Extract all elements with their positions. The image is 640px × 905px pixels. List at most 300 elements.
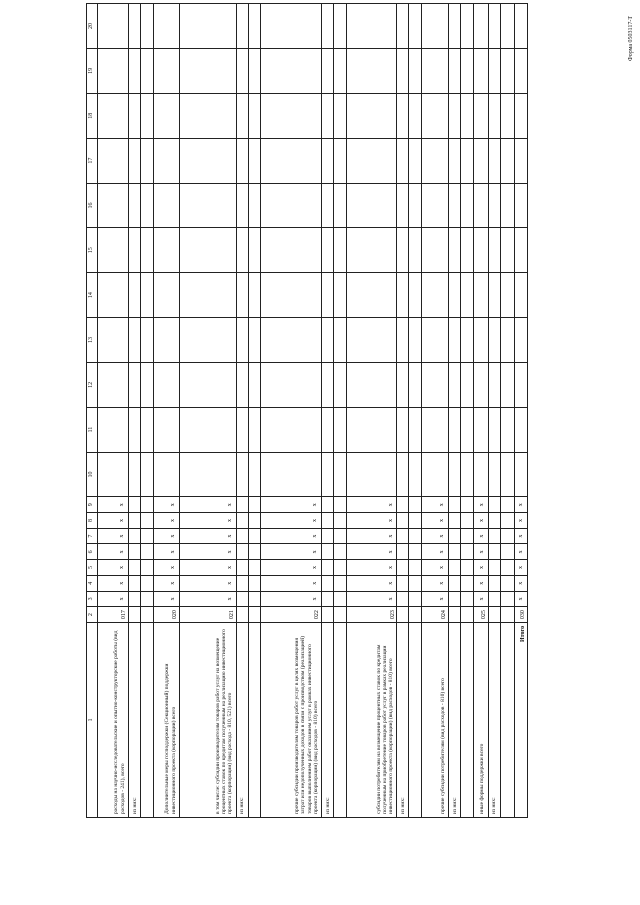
empty-cell — [488, 4, 500, 49]
row-code: 022 — [261, 607, 322, 623]
empty-cell — [334, 48, 347, 93]
empty-cell — [322, 318, 334, 363]
empty-cell — [500, 528, 515, 544]
table-row — [179, 4, 236, 818]
row-name: из них: — [397, 622, 409, 817]
empty-cell — [473, 4, 488, 49]
cross-mark: x — [179, 544, 236, 560]
empty-cell — [409, 138, 422, 183]
empty-cell — [141, 273, 154, 318]
empty-cell — [129, 228, 141, 273]
empty-cell — [461, 544, 474, 560]
empty-cell — [500, 138, 515, 183]
empty-cell — [461, 138, 474, 183]
empty-cell — [397, 183, 409, 228]
empty-cell — [461, 497, 474, 513]
empty-cell — [141, 228, 154, 273]
empty-cell — [322, 93, 334, 138]
cross-mark: x — [346, 513, 397, 529]
empty-cell — [515, 228, 528, 273]
empty-cell — [461, 318, 474, 363]
row-code: 020 — [153, 607, 179, 623]
empty-cell — [515, 318, 528, 363]
empty-cell — [397, 318, 409, 363]
empty-cell — [409, 575, 422, 591]
empty-cell — [397, 4, 409, 49]
empty-cell — [449, 4, 461, 49]
empty-cell — [473, 183, 488, 228]
empty-cell — [488, 318, 500, 363]
empty-cell — [179, 452, 236, 497]
empty-cell — [397, 528, 409, 544]
empty-cell — [515, 4, 528, 49]
empty-cell — [261, 138, 322, 183]
cross-mark: x — [515, 497, 528, 513]
empty-cell — [449, 452, 461, 497]
empty-cell — [461, 452, 474, 497]
empty-cell — [461, 575, 474, 591]
empty-cell — [334, 4, 347, 49]
empty-cell — [236, 93, 248, 138]
cross-mark: x — [473, 575, 488, 591]
empty-cell — [515, 183, 528, 228]
empty-cell — [397, 93, 409, 138]
empty-cell — [449, 575, 461, 591]
empty-cell — [179, 48, 236, 93]
row-code — [409, 607, 422, 623]
cross-mark: x — [515, 591, 528, 607]
empty-cell — [421, 138, 448, 183]
empty-cell — [236, 273, 248, 318]
cross-mark: x — [97, 497, 129, 513]
empty-cell — [322, 48, 334, 93]
empty-cell — [346, 48, 397, 93]
cross-mark: x — [473, 513, 488, 529]
cross-mark: x — [346, 591, 397, 607]
empty-cell — [449, 228, 461, 273]
cross-mark: x — [153, 575, 179, 591]
cross-mark: x — [473, 591, 488, 607]
empty-cell — [421, 362, 448, 407]
cross-mark: x — [153, 544, 179, 560]
table-row — [322, 4, 334, 818]
empty-cell — [421, 273, 448, 318]
empty-cell — [461, 528, 474, 544]
empty-cell — [248, 528, 261, 544]
row-name: из них: — [488, 622, 500, 817]
row-name: из них: — [236, 622, 248, 817]
cross-mark: x — [97, 575, 129, 591]
cross-mark: x — [179, 591, 236, 607]
row-code — [449, 607, 461, 623]
empty-cell — [141, 93, 154, 138]
row-code — [322, 607, 334, 623]
empty-cell — [248, 591, 261, 607]
empty-cell — [248, 318, 261, 363]
empty-cell — [322, 513, 334, 529]
empty-cell — [421, 183, 448, 228]
empty-cell — [322, 183, 334, 228]
empty-cell — [461, 48, 474, 93]
cross-mark: x — [515, 528, 528, 544]
row-name — [334, 622, 347, 817]
empty-cell — [449, 93, 461, 138]
empty-cell — [461, 560, 474, 576]
cross-mark: x — [153, 497, 179, 513]
empty-cell — [488, 228, 500, 273]
empty-cell — [141, 544, 154, 560]
empty-cell — [261, 48, 322, 93]
empty-cell — [397, 452, 409, 497]
empty-cell — [397, 591, 409, 607]
empty-cell — [473, 48, 488, 93]
empty-cell — [500, 48, 515, 93]
table-row — [449, 4, 461, 818]
empty-cell — [141, 362, 154, 407]
empty-cell — [473, 318, 488, 363]
empty-cell — [488, 560, 500, 576]
empty-cell — [515, 273, 528, 318]
empty-cell — [97, 318, 129, 363]
cross-mark: x — [97, 560, 129, 576]
empty-cell — [473, 93, 488, 138]
table-row — [461, 4, 474, 818]
empty-cell — [500, 497, 515, 513]
cross-mark: x — [261, 560, 322, 576]
empty-cell — [248, 48, 261, 93]
empty-cell — [97, 183, 129, 228]
empty-cell — [153, 138, 179, 183]
empty-cell — [500, 452, 515, 497]
cross-mark: x — [97, 513, 129, 529]
cross-mark: x — [515, 544, 528, 560]
empty-cell — [261, 228, 322, 273]
empty-cell — [129, 544, 141, 560]
empty-cell — [449, 497, 461, 513]
empty-cell — [97, 93, 129, 138]
table-row — [473, 4, 488, 818]
empty-cell — [409, 407, 422, 452]
empty-cell — [409, 544, 422, 560]
empty-cell — [322, 591, 334, 607]
cross-mark: x — [473, 560, 488, 576]
empty-cell — [397, 362, 409, 407]
cross-mark: x — [346, 560, 397, 576]
empty-cell — [500, 591, 515, 607]
empty-cell — [248, 183, 261, 228]
report-table — [86, 3, 528, 818]
empty-cell — [141, 513, 154, 529]
empty-cell — [322, 362, 334, 407]
empty-cell — [449, 544, 461, 560]
empty-cell — [322, 497, 334, 513]
empty-cell — [515, 452, 528, 497]
empty-cell — [409, 48, 422, 93]
empty-cell — [129, 318, 141, 363]
empty-cell — [421, 4, 448, 49]
empty-cell — [500, 4, 515, 49]
empty-cell — [141, 497, 154, 513]
table-row — [334, 4, 347, 818]
empty-cell — [334, 183, 347, 228]
empty-cell — [409, 452, 422, 497]
empty-cell — [334, 497, 347, 513]
empty-cell — [500, 575, 515, 591]
empty-cell — [179, 362, 236, 407]
empty-cell — [322, 407, 334, 452]
empty-cell — [236, 228, 248, 273]
empty-cell — [97, 48, 129, 93]
empty-cell — [129, 528, 141, 544]
empty-cell — [248, 228, 261, 273]
empty-cell — [236, 513, 248, 529]
empty-cell — [488, 362, 500, 407]
table-row — [153, 4, 179, 818]
cross-mark: x — [261, 497, 322, 513]
empty-cell — [129, 273, 141, 318]
empty-cell — [97, 4, 129, 49]
empty-cell — [409, 273, 422, 318]
cross-mark: x — [153, 528, 179, 544]
empty-cell — [248, 513, 261, 529]
empty-cell — [473, 138, 488, 183]
empty-cell — [449, 560, 461, 576]
empty-cell — [236, 407, 248, 452]
empty-cell — [141, 138, 154, 183]
empty-cell — [141, 318, 154, 363]
empty-cell — [397, 560, 409, 576]
empty-cell — [322, 544, 334, 560]
empty-cell — [449, 183, 461, 228]
column-number: 9 — [87, 497, 98, 513]
empty-cell — [129, 93, 141, 138]
empty-cell — [449, 591, 461, 607]
empty-cell — [334, 528, 347, 544]
empty-cell — [129, 138, 141, 183]
row-name — [141, 622, 154, 817]
empty-cell — [322, 273, 334, 318]
row-code: 030 — [515, 607, 528, 623]
empty-cell — [515, 48, 528, 93]
empty-cell — [179, 273, 236, 318]
empty-cell — [248, 273, 261, 318]
empty-cell — [500, 228, 515, 273]
total-row — [515, 4, 528, 818]
row-code — [500, 607, 515, 623]
row-code — [129, 607, 141, 623]
empty-cell — [397, 497, 409, 513]
empty-cell — [236, 528, 248, 544]
empty-cell — [346, 273, 397, 318]
empty-cell — [248, 452, 261, 497]
empty-cell — [153, 273, 179, 318]
row-code: 025 — [473, 607, 488, 623]
cross-mark: x — [473, 544, 488, 560]
column-number: 15 — [87, 228, 98, 273]
empty-cell — [515, 93, 528, 138]
cross-mark: x — [261, 528, 322, 544]
empty-cell — [334, 407, 347, 452]
empty-cell — [153, 228, 179, 273]
empty-cell — [153, 452, 179, 497]
empty-cell — [500, 362, 515, 407]
empty-cell — [500, 407, 515, 452]
empty-cell — [248, 560, 261, 576]
empty-cell — [461, 273, 474, 318]
empty-cell — [488, 544, 500, 560]
empty-cell — [261, 4, 322, 49]
row-code — [141, 607, 154, 623]
empty-cell — [141, 528, 154, 544]
column-number: 12 — [87, 362, 98, 407]
empty-cell — [397, 513, 409, 529]
empty-cell — [322, 4, 334, 49]
empty-cell — [322, 452, 334, 497]
empty-cell — [97, 407, 129, 452]
row-name: из них: — [129, 622, 141, 817]
cross-mark: x — [153, 591, 179, 607]
cross-mark: x — [421, 513, 448, 529]
column-number: 5 — [87, 560, 98, 576]
empty-cell — [461, 183, 474, 228]
empty-cell — [488, 497, 500, 513]
empty-cell — [346, 93, 397, 138]
empty-cell — [334, 138, 347, 183]
empty-cell — [346, 183, 397, 228]
table-row — [488, 4, 500, 818]
column-number: 10 — [87, 452, 98, 497]
cross-mark: x — [153, 560, 179, 576]
empty-cell — [179, 407, 236, 452]
empty-cell — [248, 497, 261, 513]
cross-mark: x — [261, 513, 322, 529]
empty-cell — [409, 513, 422, 529]
empty-cell — [461, 93, 474, 138]
empty-cell — [515, 362, 528, 407]
empty-cell — [488, 138, 500, 183]
column-number: 18 — [87, 93, 98, 138]
empty-cell — [248, 407, 261, 452]
empty-cell — [488, 591, 500, 607]
empty-cell — [488, 513, 500, 529]
empty-cell — [488, 528, 500, 544]
empty-cell — [236, 4, 248, 49]
empty-cell — [236, 497, 248, 513]
empty-cell — [261, 273, 322, 318]
column-number: 1 — [87, 622, 98, 817]
table-row — [97, 4, 129, 818]
table-row — [397, 4, 409, 818]
empty-cell — [153, 183, 179, 228]
row-name: субсидии потребителям на возмещение процентных ставок по кредитам полученным на приобретение товаров работ услуг в рамках реализации инвестиционного проекта (корпорации) (вид расходов - 810) всего — [346, 622, 397, 817]
cross-mark: x — [421, 544, 448, 560]
empty-cell — [236, 560, 248, 576]
cross-mark: x — [179, 528, 236, 544]
empty-cell — [397, 138, 409, 183]
row-code — [334, 607, 347, 623]
empty-cell — [473, 362, 488, 407]
row-name: в том числе: субсидии производителям товаров работ услуг на возмещение процентных ставок по кредитам полученным на реализацию инвестиционного проекта (корпорации) (вид расхода - 810, 521) всего — [179, 622, 236, 817]
table-row — [248, 4, 261, 818]
row-code: 023 — [346, 607, 397, 623]
empty-cell — [421, 452, 448, 497]
empty-cell — [97, 362, 129, 407]
cross-mark: x — [421, 591, 448, 607]
row-name — [461, 622, 474, 817]
empty-cell — [236, 48, 248, 93]
cross-mark: x — [473, 528, 488, 544]
empty-cell — [449, 48, 461, 93]
cross-mark: x — [261, 544, 322, 560]
empty-cell — [488, 273, 500, 318]
empty-cell — [97, 452, 129, 497]
empty-cell — [515, 138, 528, 183]
empty-cell — [461, 228, 474, 273]
empty-cell — [236, 544, 248, 560]
column-number: 7 — [87, 528, 98, 544]
empty-cell — [488, 93, 500, 138]
empty-cell — [449, 513, 461, 529]
cross-mark: x — [346, 544, 397, 560]
empty-cell — [488, 183, 500, 228]
empty-cell — [409, 228, 422, 273]
empty-cell — [461, 407, 474, 452]
empty-cell — [261, 362, 322, 407]
empty-cell — [334, 318, 347, 363]
empty-cell — [141, 183, 154, 228]
row-name: из них: — [322, 622, 334, 817]
empty-cell — [346, 362, 397, 407]
row-code — [248, 607, 261, 623]
table-row — [500, 4, 515, 818]
empty-cell — [179, 228, 236, 273]
empty-cell — [141, 48, 154, 93]
row-name: Дополнительные меры господдержки (Секционный) поддержки инвестиционного проекта (корпорации) всего — [153, 622, 179, 817]
cross-mark: x — [97, 528, 129, 544]
row-code: 017 — [97, 607, 129, 623]
empty-cell — [129, 513, 141, 529]
empty-cell — [409, 362, 422, 407]
empty-cell — [322, 528, 334, 544]
empty-cell — [346, 318, 397, 363]
empty-cell — [473, 407, 488, 452]
empty-cell — [129, 575, 141, 591]
row-code — [461, 607, 474, 623]
empty-cell — [500, 183, 515, 228]
empty-cell — [141, 407, 154, 452]
row-code — [488, 607, 500, 623]
empty-cell — [261, 93, 322, 138]
empty-cell — [421, 93, 448, 138]
empty-cell — [261, 318, 322, 363]
cross-mark: x — [421, 560, 448, 576]
empty-cell — [129, 362, 141, 407]
empty-cell — [322, 560, 334, 576]
empty-cell — [97, 138, 129, 183]
table-row — [261, 4, 322, 818]
cross-mark: x — [261, 591, 322, 607]
empty-cell — [248, 544, 261, 560]
table-row — [236, 4, 248, 818]
cross-mark: x — [515, 513, 528, 529]
empty-cell — [248, 362, 261, 407]
empty-cell — [129, 497, 141, 513]
empty-cell — [449, 362, 461, 407]
cross-mark: x — [421, 575, 448, 591]
empty-cell — [236, 452, 248, 497]
cross-mark: x — [515, 560, 528, 576]
empty-cell — [129, 407, 141, 452]
